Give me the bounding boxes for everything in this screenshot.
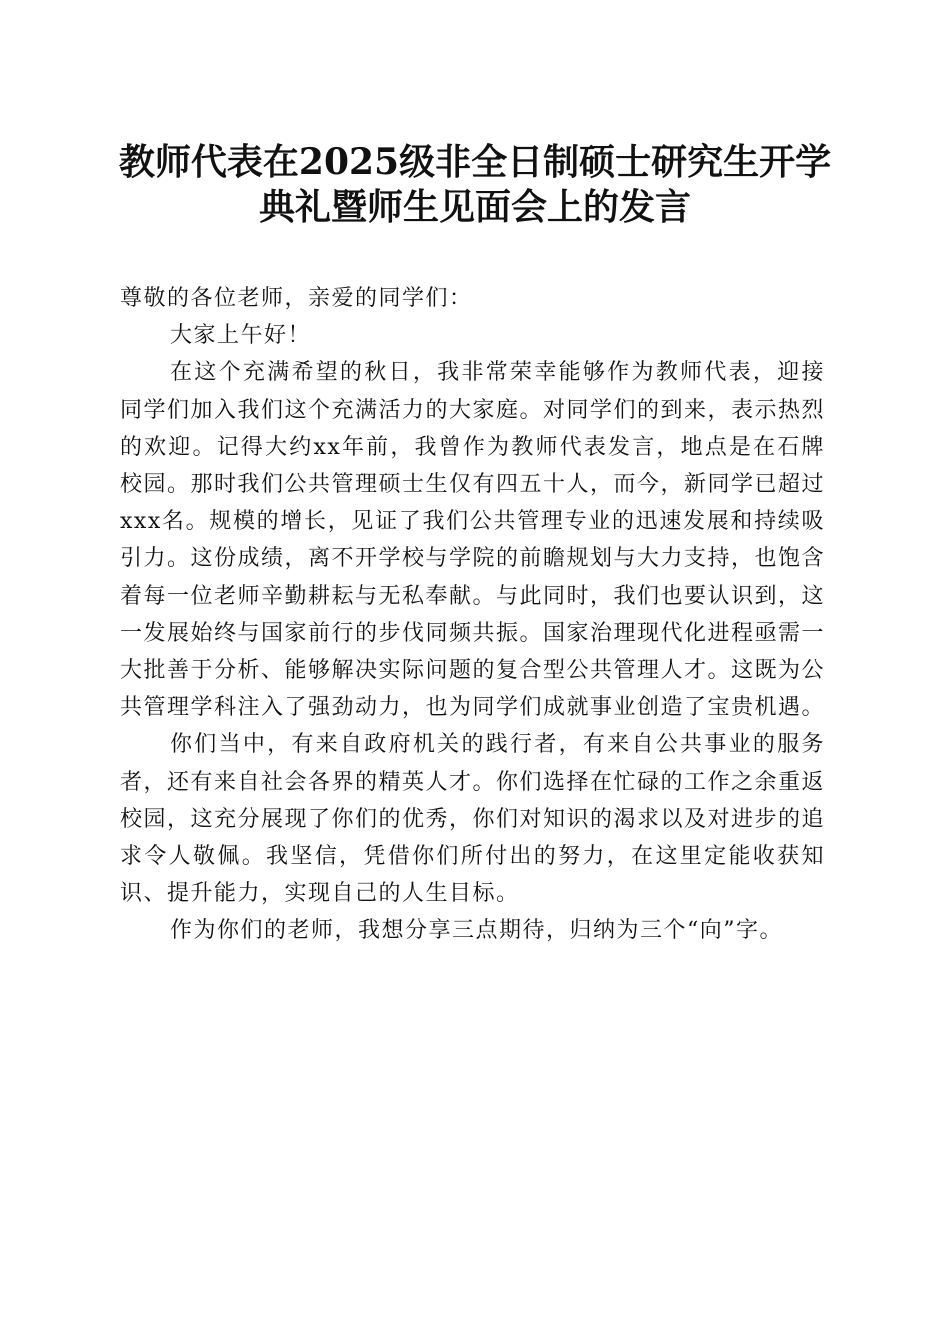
paragraph-greeting: 大家上午好！ xyxy=(170,323,312,349)
paragraph-welcome: 在这个充满希望的秋日，我非常荣幸能够作为教师代表，迎接同学们加入我们这个充满活力的大家庭。对同学们的到来，表示热烈的欢迎。记得大约xx年前，我曾作为教师代表发言，地点是在石牌校园。那时我们公共管理硕士生仅有四五十人，而今，新同学已超过xxx名。规模的增长，见证了我们公共管理专业的迅速发展和持续吸引力。这份成绩，离不开学校与学院的前瞻规划与大力支持，也饱含着每一位老师辛勤耕耘与无私奉献。与此同时，我们也要认识到，这一发展始终与国家前行的步伐同频共振。国家治理现代化进程亟需一大批善于分析、能够解决实际问题的复合型公共管理人才。这既为公共管理学科注入了强劲动力，也为同学们成就事业创造了宝贵机遇。 xyxy=(120,360,826,721)
paragraph-expectations: 作为你们的老师，我想分享三点期待，归纳为三个“向”字。 xyxy=(170,918,783,944)
salutation: 尊敬的各位老师，亲爱的同学们： xyxy=(120,286,473,311)
paragraph-students: 你们当中，有来自政府机关的践行者，有来自公共事业的服务者，还有来自社会各界的精英人才。你们选择在忙碌的工作之余重返校园，这充分展现了你们的优秀，你们对知识的渴求以及对进步的追求令人敬佩。我坚信，凭借你们所付出的努力，在这里定能收获知识、提升能力，实现自己的人生目标。 xyxy=(120,732,826,907)
document-body xyxy=(120,280,825,950)
document-title-line-2: 典礼暨师生见面会上的发言 xyxy=(258,186,691,228)
document-title-line-1: 教师代表在2025级非全日制硕士研究生开学 xyxy=(118,141,832,183)
